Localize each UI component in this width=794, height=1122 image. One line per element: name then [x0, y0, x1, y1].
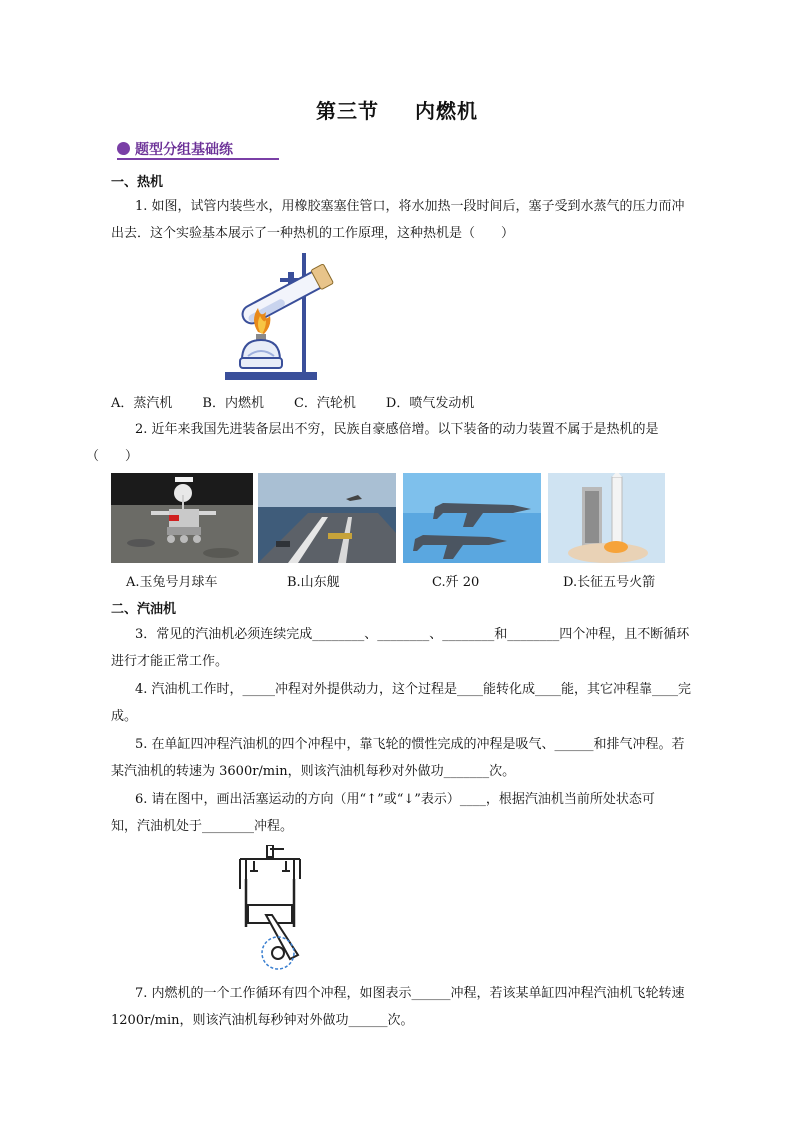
rocket-launch-image	[548, 473, 665, 563]
question-2-line-1: 2. 近年来我国先进装备层出不穷，民族自豪感倍增。以下装备的动力装置不属于是热机的是	[135, 422, 659, 437]
section-badge	[117, 137, 279, 161]
question-2-line-2: （ ）	[86, 449, 139, 464]
question-5-line-1: 5. 在单缸四冲程汽油机的四个冲程中，靠飞轮的惯性完成的冲程是吸气、______和排气冲程。若	[135, 737, 685, 752]
question-5-line-2: 某汽油机的转速为 3600r/min，则该汽油机每秒对外做功_______次。	[111, 764, 516, 779]
badge-label: 题型分组基础练	[135, 142, 233, 158]
option-b[interactable]: B．内燃机	[202, 396, 264, 411]
question-7-line-1: 7. 内燃机的一个工作循环有四个冲程，如图表示______冲程，若该某单缸四冲程汽油机飞轮转速	[135, 986, 685, 1001]
question-4-line-2: 成。	[111, 709, 138, 724]
question-3-line-2: 进行才能正常工作。	[111, 654, 229, 669]
option-c[interactable]: C．汽轮机	[293, 396, 356, 411]
question-3-line-1: 3．常见的汽油机必须连续完成________、________、________和________四个冲程，且不断循环	[135, 627, 690, 642]
question-7	[111, 980, 711, 1034]
option-a[interactable]: A．蒸汽机	[111, 396, 173, 411]
section-heading-gasoline-engine: 二、汽油机	[111, 602, 177, 617]
question-7-line-2: 1200r/min，则该汽油机每秒钟对外做功______次。	[111, 1013, 414, 1028]
fighter-jet-icon	[403, 473, 541, 563]
question-4-line-1: 4. 汽油机工作时，_____冲程对外提供动力，这个过程是____能转化成____能，其它冲程靠____完	[135, 682, 692, 697]
aircraft-carrier-icon	[258, 473, 396, 563]
lunar-rover-icon	[111, 473, 253, 563]
engine-cylinder-figure	[232, 845, 308, 973]
badge-underline	[117, 158, 279, 160]
test-tube-apparatus-figure	[220, 250, 350, 385]
engine-cylinder-icon	[232, 845, 308, 973]
question-6-line-1: 6. 请在图中，画出活塞运动的方向（用“↑”或“↓”表示）____，根据汽油机当前所处状态可	[135, 792, 655, 807]
question-4	[111, 676, 711, 730]
fighter-jet-image	[403, 473, 541, 563]
caption-c[interactable]: C.歼 20	[432, 575, 480, 590]
caption-a[interactable]: A.玉兔号月球车	[126, 575, 218, 590]
question-2	[111, 416, 711, 443]
aircraft-carrier-image	[258, 473, 396, 563]
caption-b[interactable]: B.山东舰	[287, 575, 340, 590]
question-1	[111, 193, 711, 247]
page-title	[0, 95, 794, 124]
question-1-line-2: 出去．这个实验基本展示了一种热机的工作原理，这种热机是（ ）	[111, 226, 515, 241]
rocket-icon	[548, 473, 665, 563]
test-tube-apparatus-icon	[220, 250, 350, 385]
caption-d[interactable]: D.长征五号火箭	[563, 575, 656, 590]
question-1-line-1: 1. 如图，试管内装些水，用橡胶塞塞住管口，将水加热一段时间后，塞子受到水蒸气的压力而冲	[135, 199, 685, 214]
title-topic: 内燃机	[415, 99, 478, 123]
question-6	[111, 786, 711, 840]
lunar-rover-image	[111, 473, 253, 563]
section-heading-heat-engine: 一、热机	[111, 175, 164, 190]
question-6-line-2: 知，汽油机处于________冲程。	[111, 819, 294, 834]
question-1-options	[111, 392, 504, 411]
question-5	[111, 731, 711, 785]
title-section: 第三节	[316, 99, 379, 123]
bullet-icon	[117, 142, 130, 155]
option-d[interactable]: D．喷气发动机	[385, 396, 475, 411]
question-3	[111, 621, 711, 675]
